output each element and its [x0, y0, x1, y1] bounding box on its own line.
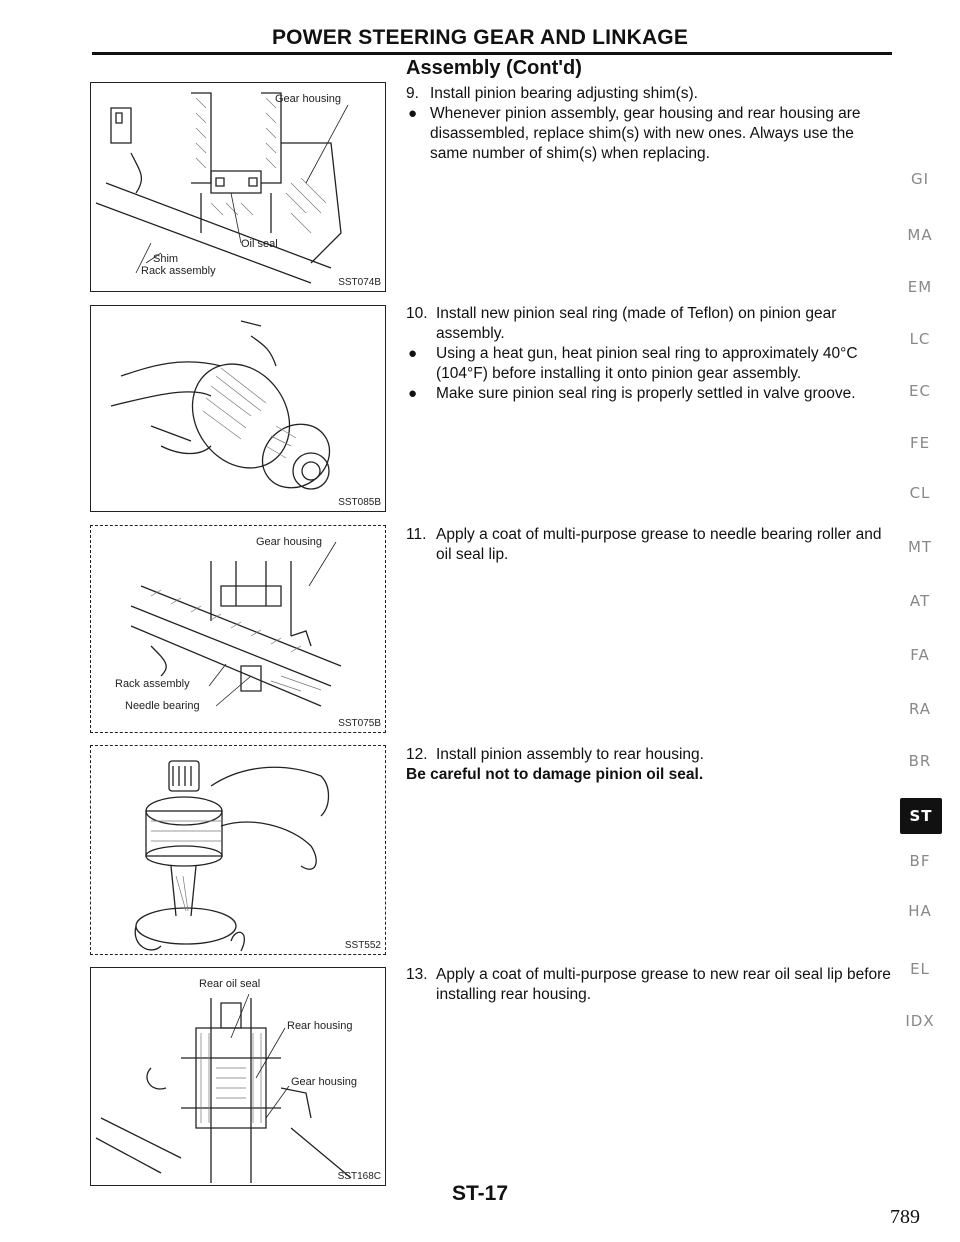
step-text: Install pinion bearing adjusting shim(s).: [430, 85, 698, 102]
tab-idx[interactable]: IDX: [905, 1012, 935, 1030]
bullet-dot: ●: [408, 345, 418, 362]
step-number: 10.: [406, 305, 428, 322]
section-heading: Assembly (Cont'd): [406, 57, 582, 79]
callout-oil-seal: Oil seal: [241, 238, 278, 250]
tab-lc[interactable]: LC: [909, 330, 931, 348]
callout-rear-oil-seal: Rear oil seal: [199, 978, 261, 990]
step-line: [406, 84, 896, 104]
callout-rack-assembly: Rack assembly: [115, 678, 190, 690]
caution-text: Be careful not to damage pinion oil seal.: [406, 766, 704, 783]
figure-needle-bearing: [90, 525, 386, 733]
figure-rear-oil-seal: [90, 967, 386, 1186]
tab-em[interactable]: EM: [907, 278, 933, 296]
tab-ra[interactable]: RA: [908, 700, 932, 718]
figure-code: SST074B: [338, 277, 381, 288]
tab-st-active[interactable]: ST: [900, 798, 942, 834]
step-line: [406, 304, 896, 344]
tab-br[interactable]: BR: [908, 752, 932, 770]
step-13: [406, 965, 896, 1005]
tab-ha[interactable]: HA: [908, 902, 932, 920]
step-9: [406, 84, 896, 164]
bullet-dot: ●: [408, 105, 418, 122]
step-text: Apply a coat of multi-purpose grease to new rear oil seal lip before installing rear housing.: [436, 966, 891, 1003]
step-11: [406, 525, 896, 565]
page-id: ST-17: [451, 1182, 509, 1205]
tab-cl[interactable]: CL: [909, 484, 931, 502]
tab-mt[interactable]: MT: [907, 538, 933, 556]
tab-bf[interactable]: BF: [909, 852, 931, 870]
bullet-item: [406, 104, 896, 164]
bullet-text: Whenever pinion assembly, gear housing and rear housing are disassembled, replace shim(s) with new ones. Always use the same number of shim(s) when replacing.: [430, 105, 861, 162]
figure-code: SST552: [344, 940, 381, 951]
step-line: [406, 745, 896, 765]
title-rule: [92, 52, 892, 55]
figure-pinion-to-rear-housing: [90, 745, 386, 955]
figure-code: SST168C: [337, 1171, 381, 1182]
step-number: 9.: [406, 85, 419, 102]
step-10: [406, 304, 896, 404]
section-index-sidebar: [900, 0, 944, 1242]
tab-fe[interactable]: FE: [909, 434, 931, 452]
callout-rear-housing: Rear housing: [287, 1020, 353, 1032]
step-number: 13.: [406, 966, 428, 983]
callout-gear-housing: Gear housing: [291, 1076, 358, 1088]
tab-gi[interactable]: GI: [910, 170, 930, 188]
gear-housing-illustration: [91, 83, 385, 291]
pinion-seal-ring-illustration: [91, 306, 385, 511]
bullet-text: Make sure pinion seal ring is properly settled in valve groove.: [436, 385, 856, 402]
tab-at[interactable]: AT: [909, 592, 931, 610]
bullet-item: [406, 344, 896, 384]
figure-code: SST085B: [338, 497, 381, 508]
figure-code: SST075B: [338, 718, 381, 729]
callout-gear-housing: Gear housing: [256, 536, 323, 548]
page-title: POWER STEERING GEAR AND LINKAGE: [271, 26, 689, 49]
callout-rack-assembly: Rack assembly: [141, 265, 216, 277]
pinion-install-illustration: [91, 746, 385, 954]
tab-fa[interactable]: FA: [910, 646, 930, 664]
step-number: 12.: [406, 746, 428, 763]
callout-shim: Shim: [153, 253, 179, 265]
step-line: [406, 965, 896, 1005]
step-line: [406, 525, 896, 565]
figure-shim-install: [90, 82, 386, 292]
step-text: Install new pinion seal ring (made of Teflon) on pinion gear assembly.: [436, 305, 837, 342]
figure-pinion-seal-ring: [90, 305, 386, 512]
bullet-dot: ●: [408, 385, 418, 402]
callout-needle-bearing: Needle bearing: [125, 700, 200, 712]
tab-ma[interactable]: MA: [907, 226, 933, 244]
bullet-item: [406, 384, 896, 404]
step-text: Install pinion assembly to rear housing.: [436, 746, 704, 763]
tab-ec[interactable]: EC: [909, 382, 931, 400]
bullet-text: Using a heat gun, heat pinion seal ring to approximately 40°C (104°F) before installing it onto pinion gear assembly.: [436, 345, 858, 382]
callout-gear-housing: Gear housing: [275, 93, 342, 105]
step-text: Apply a coat of multi-purpose grease to needle bearing roller and oil seal lip.: [436, 526, 882, 563]
step-12: [406, 745, 896, 785]
step-number: 11.: [406, 526, 427, 543]
tab-el[interactable]: EL: [910, 960, 930, 978]
page-number: 789: [890, 1206, 920, 1228]
